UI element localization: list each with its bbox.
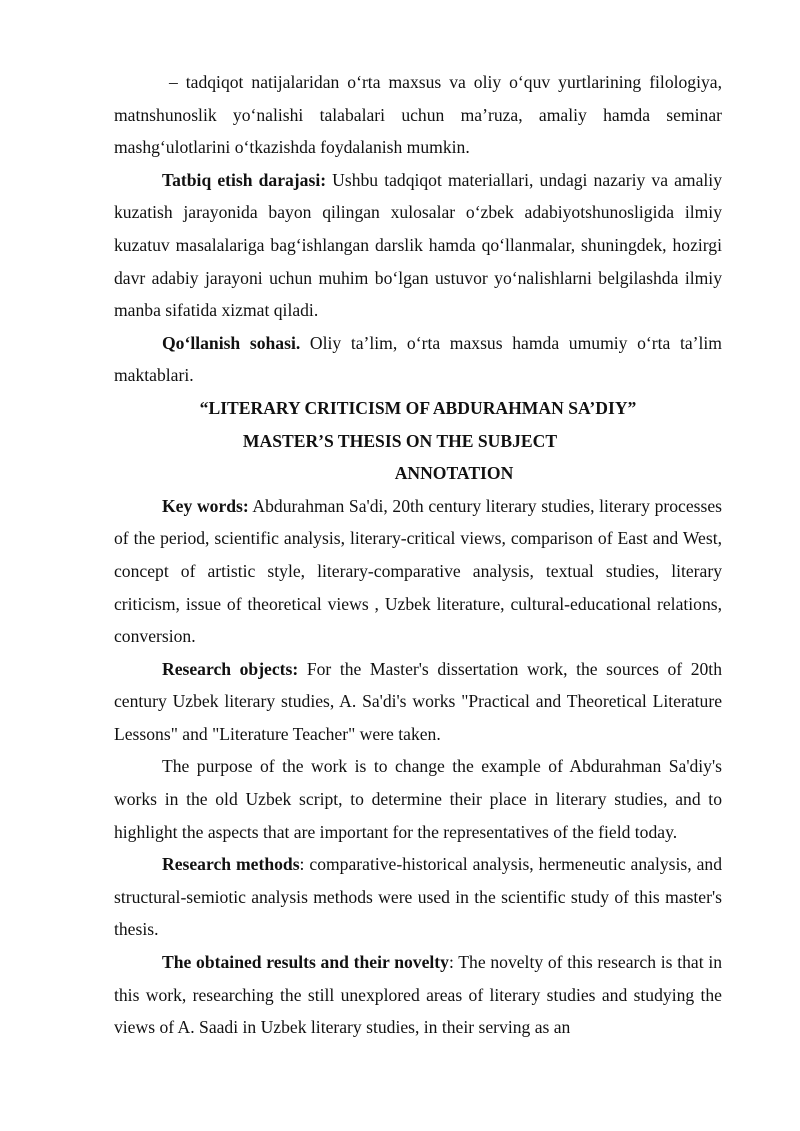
document-body [114,66,722,1044]
research-methods-label: Research methods [162,854,300,875]
application-label: Qo‘llanish sohasi. [162,332,301,353]
usage-intro-paragraph: – tadqiqot natijalaridan o‘rta maxsus va oliy o‘quv yurtlarining filologiya, matnshunoslik yo‘nalishi talabalari uchun ma’ruza, amaliy hamda seminar mashg‘ulotlarini o‘tkazishda foydalanish mumkin. [114,72,722,158]
implementation-paragraph [114,164,722,327]
results-novelty-text: : The novelty of this research is that in this work, researching the still unexplored areas of literary studies and studying the views of A. Saadi in Uzbek literary studies, in their serving as an [114,952,723,1038]
thesis-subtitle-heading: MASTER’S THESIS ON THE SUBJECT [242,430,558,451]
application-paragraph [114,327,722,392]
results-novelty-paragraph [114,946,722,1044]
thesis-title-heading: “LITERARY CRITICISM OF ABDURAHMAN SA’DIY” [199,397,637,418]
keywords-text: Abdurahman Sa'di, 20th century literary studies, literary processes of the period, scientific analysis, literary-critical views, comparison of East and West, concept of artistic style, literary-comparative analysis, textual studies, literary criticism, issue of theoretical views , Uzbek literature, cultural-educational relations, conversion. [114,495,722,647]
results-novelty-label: The obtained results and their novelty [162,952,449,973]
research-methods-paragraph [114,848,722,946]
research-methods-text: : comparative-historical analysis, hermeneutic analysis, and structural-semiotic analysis methods were used in the scientific study of this master's thesis. [114,854,722,940]
research-objects-text: For the Master's dissertation work, the sources of 20th century Uzbek literary studies, A. Sa'di's works "Practical and Theoretical Literature Lessons" and "Literature Teacher" were taken. [114,658,722,744]
research-objects-paragraph [114,653,722,751]
application-text: Oliy ta’lim, o‘rta maxsus hamda umumiy o‘rta ta’lim maktablari. [114,332,722,386]
keywords-paragraph [114,490,722,653]
purpose-paragraph: The purpose of the work is to change the example of Abdurahman Sa'diy's works in the old Uzbek script, to determine their place in literary studies, and to highlight the aspects that are important for the representatives of the field today. [114,756,722,842]
implementation-text: Ushbu tadqiqot materiallari, undagi nazariy va amaliy kuzatish jarayonida bayon qilingan xulosalar o‘zbek adabiyotshunosligida ilmiy kuzatuv masalalariga bag‘ishlangan darslik hamda qo‘llanmalar, shuningdek, hozirgi davr adabiy jarayoni uchun muhim bo‘lgan ustuvor yo‘nalishlarni belgilashda ilmiy manba sifatida xizmat qiladi. [114,169,722,321]
implementation-label: Tatbiq etish darajasi: [162,169,327,190]
annotation-heading: ANNOTATION [394,463,514,484]
research-objects-label: Research objects: [162,658,299,679]
keywords-label: Key words: [162,495,249,516]
